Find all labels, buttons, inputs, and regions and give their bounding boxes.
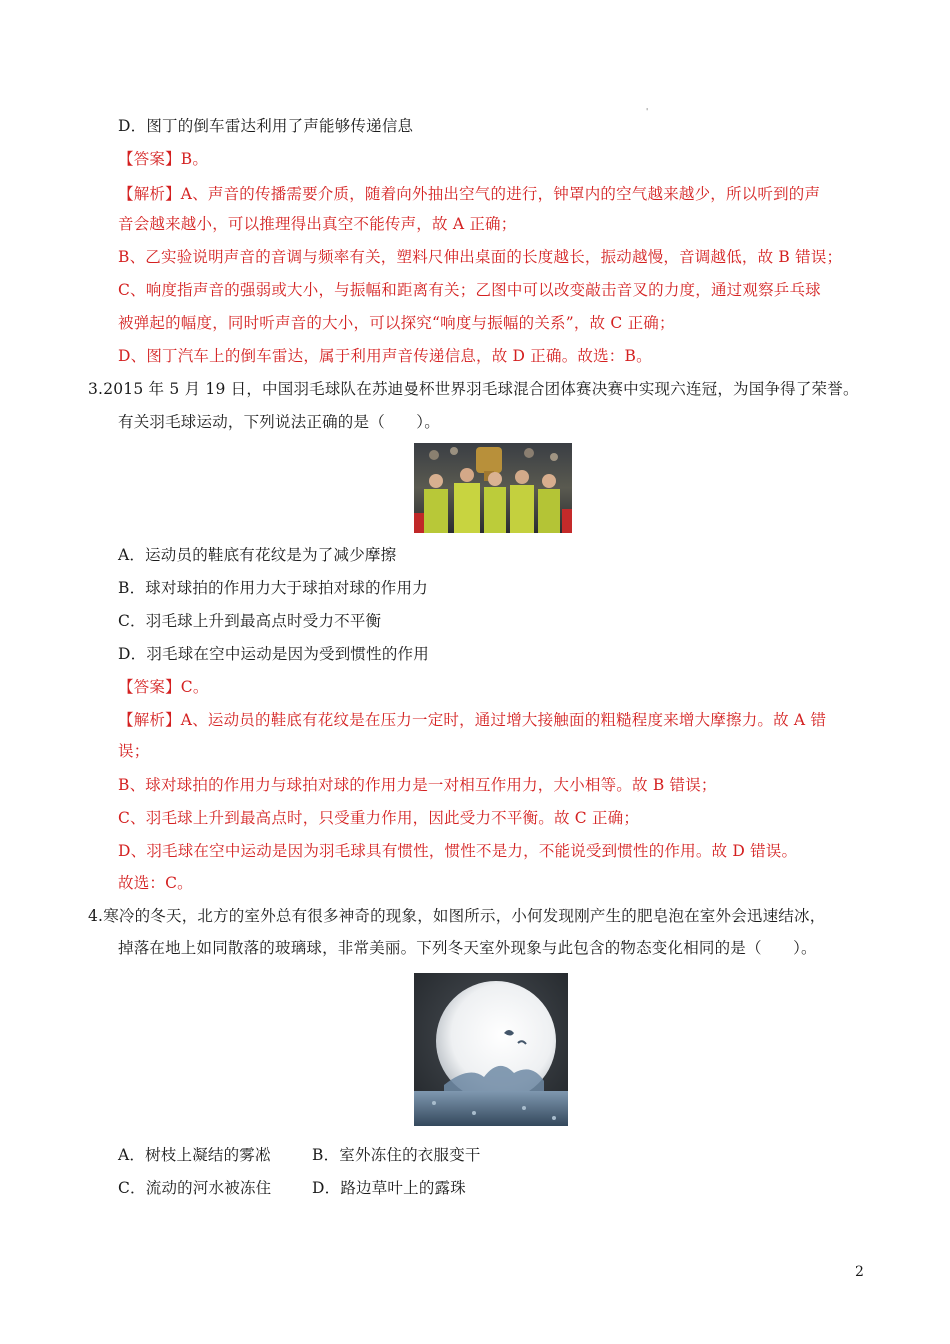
q2-analysis-line-1: 【解析】A、声音的传播需要介质，随着向外抽出空气的进行，钟罩内的空气越来越少，所以听到的声 (118, 185, 821, 203)
q4-option-d: D．路边草叶上的露珠 (312, 1179, 466, 1197)
q3-option-c: C．羽毛球上升到最高点时受力不平衡 (118, 612, 382, 630)
q2-analysis-line-2: 音会越来越小，可以推理得出真空不能传声，故 A 正确； (118, 215, 517, 233)
q3-option-b: B．球对球拍的作用力大于球拍对球的作用力 (118, 579, 428, 597)
q2-answer: 【答案】B。 (118, 150, 209, 168)
q3-option-a: A．运动员的鞋底有花纹是为了减少摩擦 (118, 546, 397, 564)
q4-option-b: B．室外冻住的衣服变干 (312, 1146, 481, 1164)
q2-analysis-line-4: C、响度指声音的强弱或大小，与振幅和距离有关；乙图中可以改变敲击音叉的力度，通过观察乒乓球 (118, 281, 821, 299)
q3-option-d: D．羽毛球在空中运动是因为受到惯性的作用 (118, 645, 429, 663)
stray-mark: ' (646, 107, 649, 116)
frozen-bubble-photo (414, 973, 568, 1126)
q3-answer: 【答案】C。 (118, 678, 209, 696)
q3-analysis-line-5: D、羽毛球在空中运动是因为羽毛球具有惯性，惯性不是力，不能说受到惯性的作用。故 D 错误。 (118, 842, 798, 860)
page-number: 2 (855, 1264, 864, 1280)
q4-stem-line-1: 4.寒冷的冬天，北方的室外总有很多神奇的现象，如图所示，小何发现刚产生的肥皂泡在室外会迅速结冰， (88, 907, 826, 925)
badminton-team-photo (414, 443, 572, 533)
q2-analysis-line-3: B、乙实验说明声音的音调与频率有关，塑料尺伸出桌面的长度越长，振动越慢，音调越低，故 B 错误； (118, 248, 843, 266)
q4-option-a: A．树枝上凝结的雾凇 (118, 1146, 271, 1164)
q3-analysis-line-2: 误； (118, 742, 150, 760)
q2-analysis-line-5: 被弹起的幅度，同时听声音的大小，可以探究“响度与振幅的关系”，故 C 正确； (118, 314, 675, 332)
q3-conclusion: 故选：C。 (118, 874, 193, 892)
q2-analysis-line-6: D、图丁汽车上的倒车雷达，属于利用声音传递信息，故 D 正确。故选：B。 (118, 347, 652, 365)
q3-stem-line-2: 有关羽毛球运动，下列说法正确的是（ ）。 (118, 413, 440, 431)
q3-stem-line-1: 3.2015 年 5 月 19 日，中国羽毛球队在苏迪曼杯世界羽毛球混合团体赛决赛中实现六连冠，为国争得了荣誉。 (88, 380, 859, 398)
q2-option-d: D．图丁的倒车雷达利用了声能够传递信息 (118, 117, 414, 135)
q3-analysis-line-1: 【解析】A、运动员的鞋底有花纹是在压力一定时，通过增大接触面的粗糙程度来增大摩擦力。故 A 错 (118, 711, 827, 729)
q3-analysis-line-4: C、羽毛球上升到最高点时，只受重力作用，因此受力不平衡。故 C 正确； (118, 809, 640, 827)
q3-analysis-line-3: B、球对球拍的作用力与球拍对球的作用力是一对相互作用力，大小相等。故 B 错误； (118, 776, 717, 794)
q4-stem-line-2: 掉落在地上如同散落的玻璃球，非常美丽。下列冬天室外现象与此包含的物态变化相同的是（ ）。 (118, 939, 817, 957)
q4-option-c: C．流动的河水被冻住 (118, 1179, 272, 1197)
